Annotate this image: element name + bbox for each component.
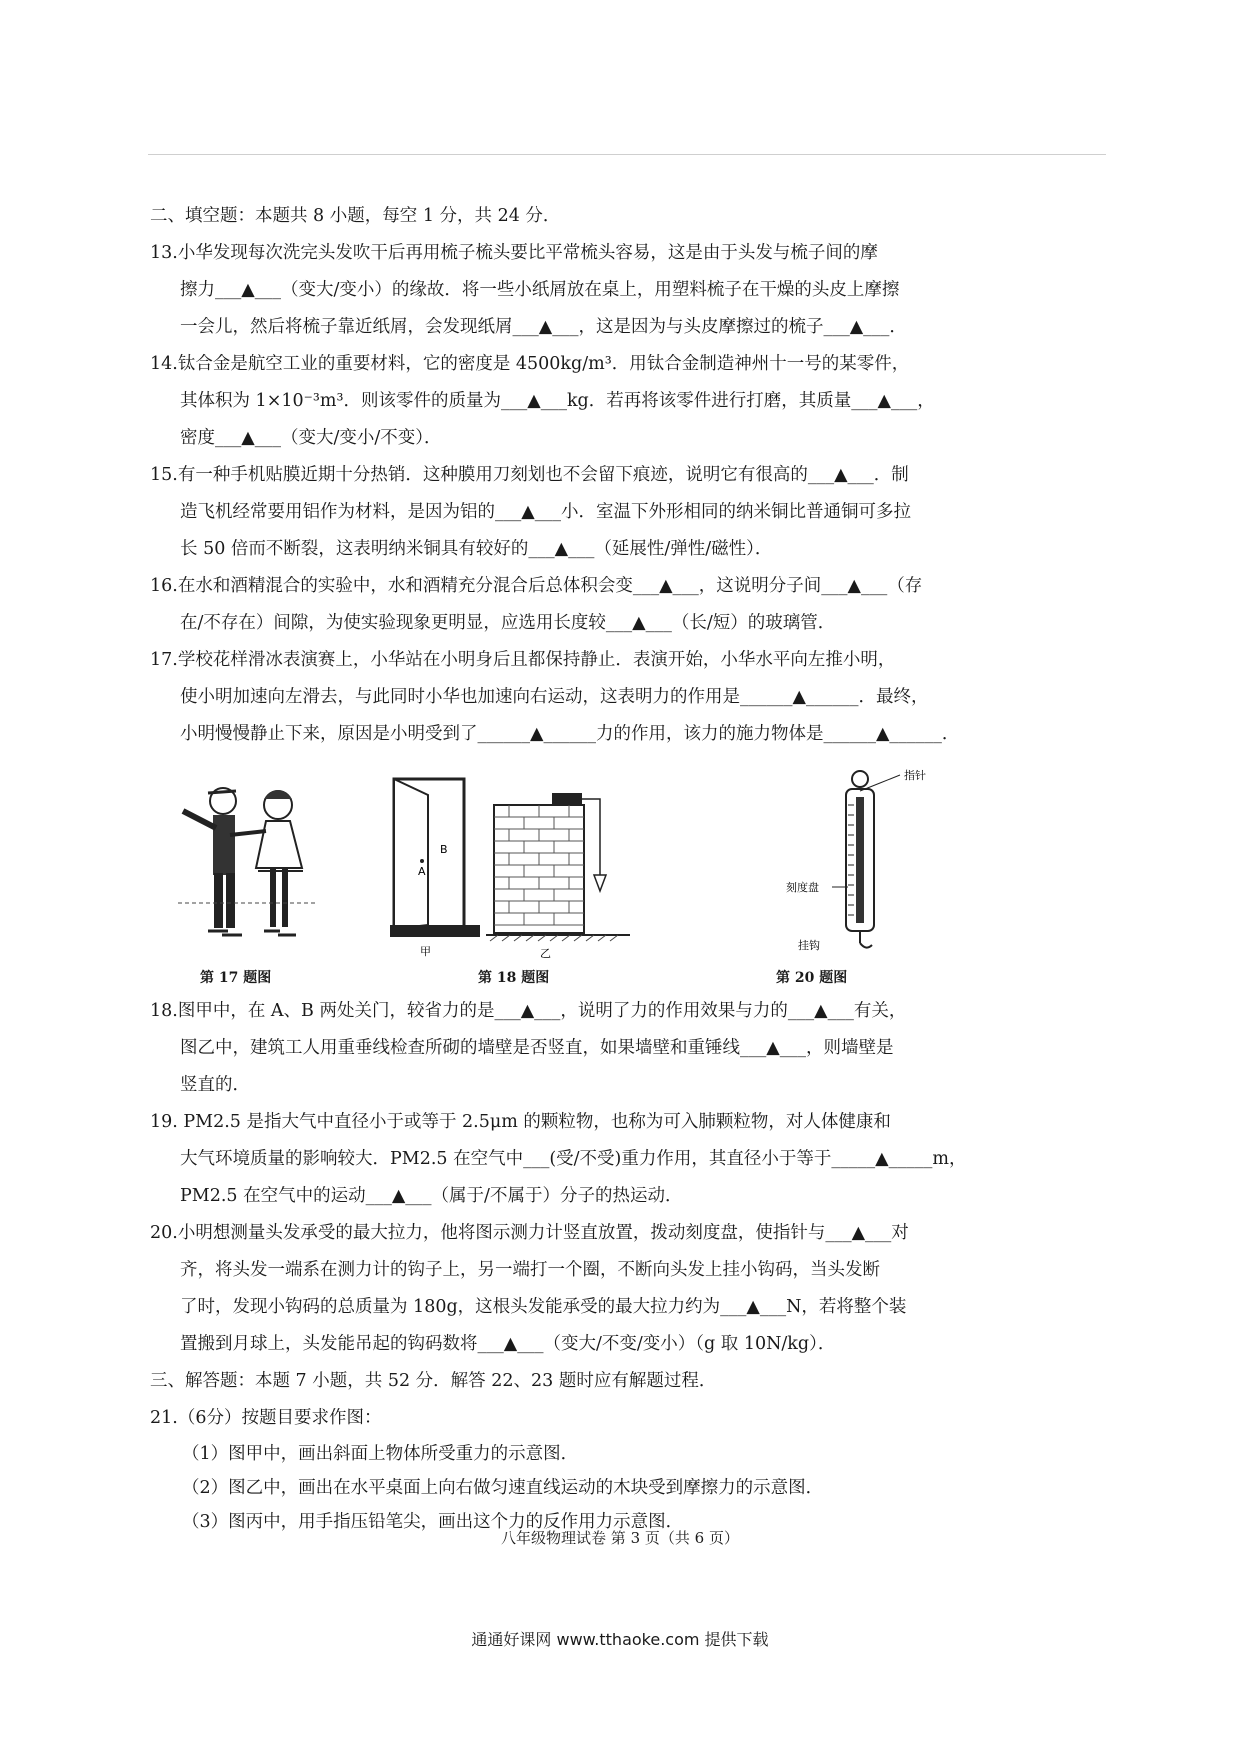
q17-line: 使小明加速向左滑去，与此同时小华也加速向右运动，这表明力的作用是______▲______．最终， — [180, 687, 929, 707]
q15-line: 造飞机经常要用铝作为材料，是因为铝的___▲___小．室温下外形相同的纳米铜比普通铜可多拉 — [180, 502, 911, 522]
q20-line: 了时，发现小钩码的总质量为 180g，这根头发能承受的最大拉力约为___▲___N，若将整个装 — [180, 1297, 907, 1317]
spring-scale-figure — [770, 761, 970, 961]
figure-20-caption: 第 20 题图 — [776, 970, 848, 986]
figure-17-caption: 第 17 题图 — [200, 970, 272, 986]
question-17 — [150, 642, 1030, 753]
label-b: B — [440, 843, 448, 856]
label-pointer: 指针 — [904, 769, 926, 782]
label-hook: 挂钩 — [798, 939, 820, 952]
question-14 — [150, 346, 1030, 457]
question-21: 21.（6分）按题目要求作图： — [150, 1408, 382, 1428]
q13-line: 13.小华发现每次洗完头发吹干后再用梳子梳头要比平常梳头容易，这是由于头发与梳子间的摩 — [150, 243, 878, 263]
question-19 — [150, 1104, 1030, 1215]
label-yi: 乙 — [540, 947, 551, 960]
q17-line: 17.学校花样滑冰表演赛上，小华站在小明身后且都保持静止．表演开始，小华水平向左推小明， — [150, 650, 896, 670]
q19-line: PM2.5 在空气中的运动___▲___（属于/不属于）分子的热运动． — [180, 1186, 683, 1206]
question-13 — [150, 235, 1030, 346]
q15-line: 15.有一种手机贴膜近期十分热销．这种膜用刀刻划也不会留下痕迹，说明它有很高的___▲___．制 — [150, 465, 909, 485]
q21-item: （1）图甲中，画出斜面上物体所受重力的示意图． — [182, 1444, 579, 1464]
question-18 — [150, 993, 1030, 1104]
question-15 — [150, 457, 1030, 568]
q20-line: 置搬到月球上，头发能吊起的钩码数将___▲___（变大/不变/变小）（g 取 10N/kg）． — [180, 1334, 836, 1354]
q18-line: 18.图甲中，在 A、B 两处关门，较省力的是___▲___，说明了力的作用效果与力的___▲___有关， — [150, 1001, 907, 1021]
q16-line: 在/不存在）间隙，为使实验现象更明显，应选用长度较___▲___（长/短）的玻璃管． — [180, 613, 836, 633]
q20-line: 齐，将头发一端系在测力计的钩子上，另一端打一个圈，不断向头发上挂小钩码，当头发断 — [180, 1260, 880, 1280]
q19-line: 19. PM2.5 是指大气中直径小于或等于 2.5μm 的颗粒物，也称为可入肺颗粒物，对人体健康和 — [150, 1112, 891, 1132]
q19-line: 大气环境质量的影响较大．PM2.5 在空气中___(受/不受)重力作用，其直径小于等于_____▲_____m， — [180, 1149, 967, 1169]
label-jia: 甲 — [420, 945, 431, 958]
q14-line: 14.钛合金是航空工业的重要材料，它的密度是 4500kg/m³．用钛合金制造神州十一号的某零件， — [150, 354, 910, 374]
q20-line: 20.小明想测量头发承受的最大拉力，他将图示测力计竖直放置，拨动刻度盘，使指针与___▲___对 — [150, 1223, 909, 1243]
figure-row — [150, 761, 1030, 993]
skaters-figure — [178, 773, 318, 948]
q16-line: 16.在水和酒精混合的实验中，水和酒精充分混合后总体积会变___▲___，这说明分子间___▲___（存 — [150, 576, 923, 596]
q18-line: 图乙中，建筑工人用重垂线检查所砌的墙壁是否竖直，如果墙壁和重锤线___▲___，则墙壁是 — [180, 1038, 894, 1058]
top-divider — [148, 154, 1106, 155]
download-footer: 通通好课网 www.tthaoke.com 提供下载 — [471, 1630, 769, 1649]
label-a: A — [418, 865, 426, 878]
figure-18-caption: 第 18 题图 — [478, 970, 550, 986]
section3-heading: 三、解答题：本题 7 小题，共 52 分．解答 22、23 题时应有解题过程． — [150, 1371, 717, 1391]
q13-line: 擦力___▲___（变大/变小）的缘故．将一些小纸屑放在桌上，用塑料梳子在干燥的头皮上摩擦 — [180, 280, 900, 300]
q14-line: 其体积为 1×10⁻³m³．则该零件的质量为___▲___kg．若再将该零件进行打磨，其质量___▲___， — [180, 391, 935, 411]
door-and-wall-figure — [390, 765, 700, 961]
q21-item: （3）图丙中，用手指压铅笔尖，画出这个力的反作用力示意图． — [182, 1512, 684, 1532]
q14-line: 密度___▲___（变大/变小/不变）． — [180, 428, 442, 448]
label-dial: 刻度盘 — [786, 881, 819, 894]
q13-line: 一会儿，然后将梳子靠近纸屑，会发现纸屑___▲___，这是因为与头皮摩擦过的梳子___▲___． — [180, 317, 907, 337]
page-number: 八年级物理试卷 第 3 页（共 6 页） — [501, 1529, 739, 1547]
exam-content — [150, 198, 1030, 1539]
q21-item: （2）图乙中，画出在水平桌面上向右做匀速直线运动的木块受到摩擦力的示意图． — [182, 1478, 824, 1498]
question-16 — [150, 568, 1030, 642]
q18-line: 竖直的． — [180, 1075, 250, 1095]
question-20 — [150, 1215, 1030, 1363]
section2-heading: 二、填空题：本题共 8 小题，每空 1 分，共 24 分． — [150, 206, 561, 226]
q17-line: 小明慢慢静止下来，原因是小明受到了______▲______力的作用，该力的施力物体是______▲______． — [180, 724, 960, 744]
q15-line: 长 50 倍而不断裂，这表明纳米铜具有较好的___▲___（延展性/弹性/磁性）． — [180, 539, 773, 559]
